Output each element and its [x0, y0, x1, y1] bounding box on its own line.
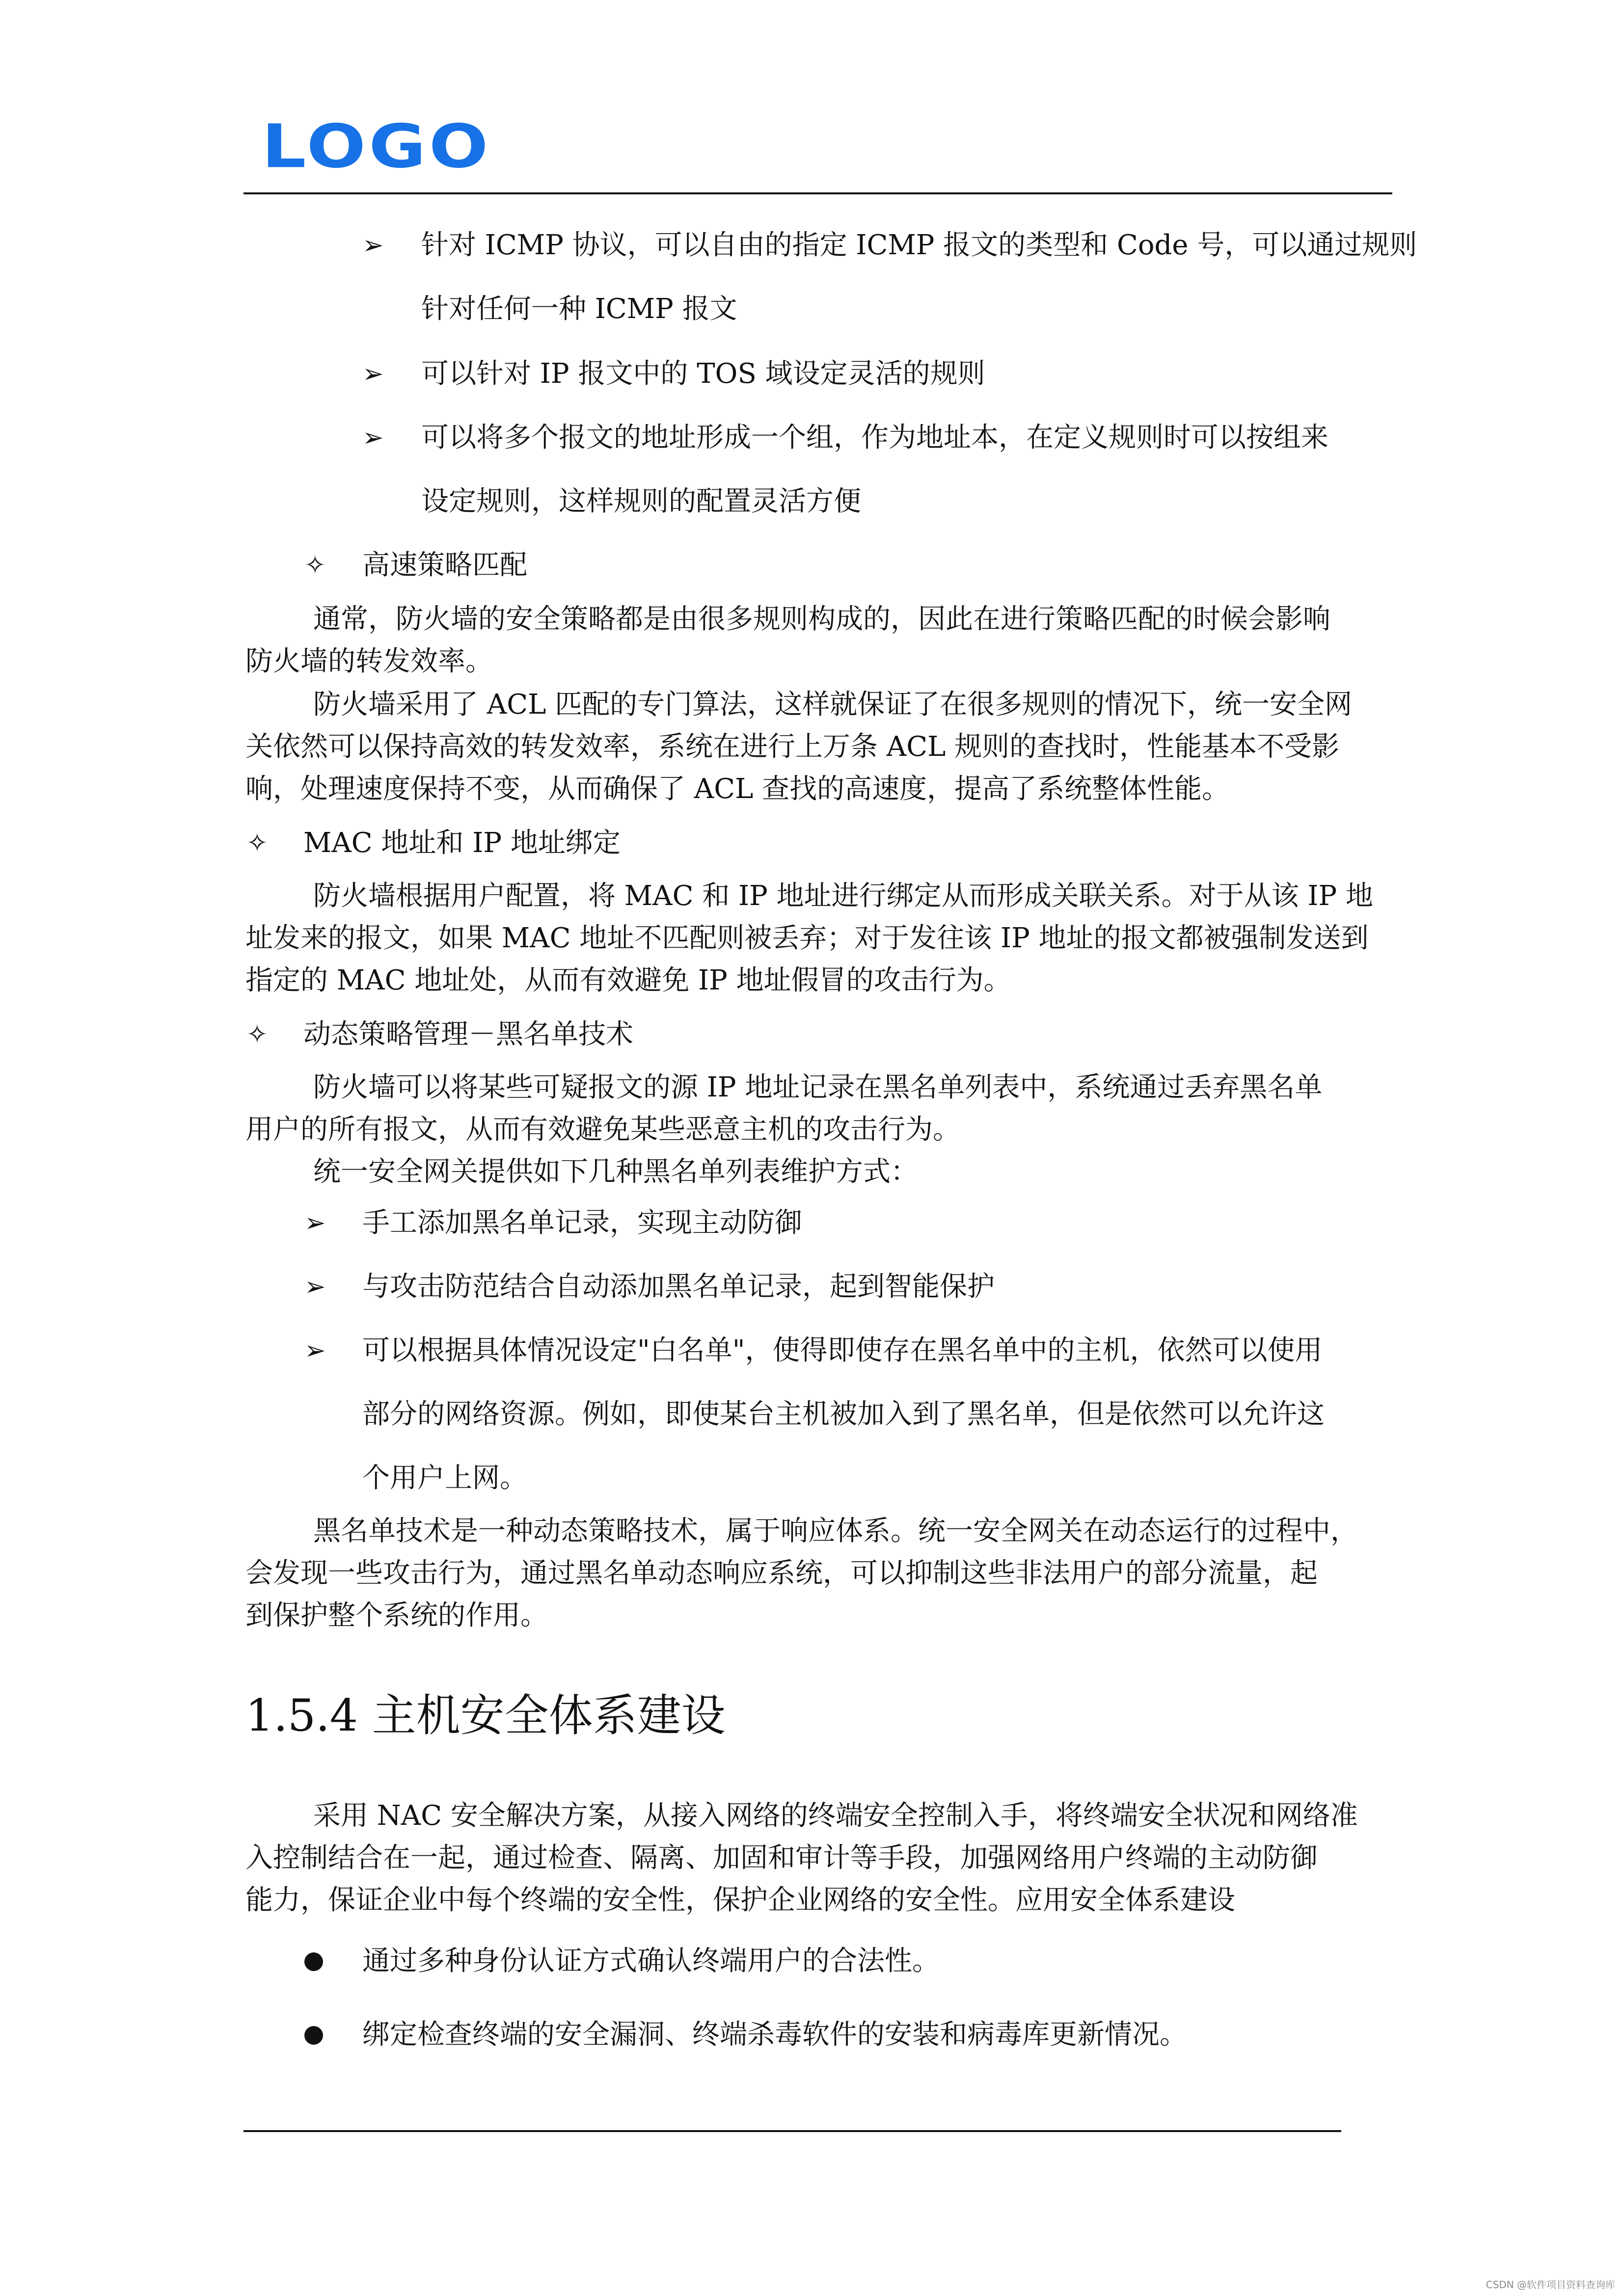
paragraph-line: 址发来的报文，如果 MAC 地址不匹配则被丢弃；对于发往该 IP 地址的报文都被强制发送到 — [245, 922, 1369, 954]
list-item-whitelist-line1: 可以根据具体情况设定"白名单"，使得即使存在黑名单中的主机，依然可以使用 — [362, 1335, 1323, 1366]
arrow-bullet-icon: ➢ — [362, 423, 384, 453]
paragraph-line: 到保护整个系统的作用。 — [245, 1600, 548, 1631]
paragraph-line: 用户的所有报文，从而有效避免某些恶意主机的攻击行为。 — [245, 1114, 960, 1146]
paragraph-line: 防火墙可以将某些可疑报文的源 IP 地址记录在黑名单列表中，系统通过丢弃黑名单 — [313, 1071, 1323, 1103]
list-item-auto-blacklist: 与攻击防范结合自动添加黑名单记录，起到智能保护 — [362, 1271, 995, 1303]
arrow-bullet-icon: ➢ — [362, 359, 384, 389]
subsection-title-mac-ip-binding: MAC 地址和 IP 地址绑定 — [303, 827, 621, 859]
diamond-bullet-icon: ✧ — [246, 828, 268, 858]
paragraph-line: 能力，保证企业中每个终端的安全性，保护企业网络的安全性。应用安全体系建设 — [245, 1884, 1235, 1916]
list-item-group-line2: 设定规则，这样规则的配置灵活方便 — [421, 485, 861, 517]
paragraph-line: 防火墙根据用户配置，将 MAC 和 IP 地址进行绑定从而形成关联关系。对于从该 IP 地 — [313, 880, 1374, 912]
paragraph-line: 会发现一些攻击行为，通过黑名单动态响应系统，可以抑制这些非法用户的部分流量，起 — [245, 1557, 1318, 1589]
arrow-bullet-icon: ➢ — [304, 1208, 326, 1238]
paragraph-line: 入控制结合在一起，通过检查、隔离、加固和审计等手段，加强网络用户终端的主动防御 — [245, 1842, 1318, 1874]
logo: LOGO — [262, 111, 491, 182]
arrow-bullet-icon: ➢ — [362, 231, 384, 260]
paragraph-line: 响，处理速度保持不变，从而确保了 ACL 查找的高速度，提高了系统整体性能。 — [245, 773, 1230, 805]
diamond-bullet-icon: ✧ — [304, 551, 326, 580]
section-heading: 1.5.4 主机安全体系建设 — [245, 1690, 726, 1741]
list-item-icmp-line2: 针对任何一种 ICMP 报文 — [421, 293, 737, 325]
paragraph-line: 通常，防火墙的安全策略都是由很多规则构成的，因此在进行策略匹配的时候会影响 — [313, 603, 1330, 635]
arrow-bullet-icon: ➢ — [304, 1272, 326, 1302]
paragraph-line: 采用 NAC 安全解决方案，从接入网络的终端安全控制入手，将终端安全状况和网络准 — [313, 1800, 1358, 1832]
paragraph-line: 指定的 MAC 地址处，从而有效避免 IP 地址假冒的攻击行为。 — [245, 964, 1011, 996]
paragraph-line: 防火墙的转发效率。 — [245, 645, 493, 677]
list-item-tos: 可以针对 IP 报文中的 TOS 域设定灵活的规则 — [421, 358, 985, 390]
header-rule — [244, 192, 1392, 194]
paragraph-line: 黑名单技术是一种动态策略技术，属于响应体系。统一安全网关在动态运行的过程中， — [313, 1515, 1358, 1547]
bullet-dot-icon — [304, 1952, 323, 1971]
list-item-endpoint-check: 绑定检查终端的安全漏洞、终端杀毒软件的安装和病毒库更新情况。 — [362, 2019, 1187, 2051]
diamond-bullet-icon: ✧ — [246, 1020, 268, 1049]
watermark: CSDN @软件项目资料查询库 — [1486, 2279, 1615, 2291]
bullet-dot-icon — [304, 2026, 323, 2045]
list-item-manual-blacklist: 手工添加黑名单记录，实现主动防御 — [362, 1207, 802, 1239]
arrow-bullet-icon: ➢ — [304, 1336, 326, 1365]
subsection-title-policy-matching: 高速策略匹配 — [362, 549, 527, 581]
list-item-group-line1: 可以将多个报文的地址形成一个组，作为地址本，在定义规则时可以按组来 — [421, 422, 1328, 454]
list-item-identity-auth: 通过多种身份认证方式确认终端用户的合法性。 — [362, 1945, 940, 1977]
subsection-title-blacklist: 动态策略管理－黑名单技术 — [303, 1018, 633, 1050]
paragraph-line: 统一安全网关提供如下几种黑名单列表维护方式： — [313, 1156, 918, 1188]
list-item-whitelist-line3: 个用户上网。 — [362, 1462, 527, 1494]
footer-rule — [244, 2130, 1341, 2132]
list-item-icmp-line1: 针对 ICMP 协议，可以自由的指定 ICMP 报文的类型和 Code 号，可以通过规则 — [421, 229, 1417, 261]
paragraph-line: 防火墙采用了 ACL 匹配的专门算法，这样就保证了在很多规则的情况下，统一安全网 — [313, 689, 1353, 721]
paragraph-line: 关依然可以保持高效的转发效率，系统在进行上万条 ACL 规则的查找时，性能基本不受影 — [245, 731, 1340, 763]
list-item-whitelist-line2: 部分的网络资源。例如，即使某台主机被加入到了黑名单，但是依然可以允许这 — [362, 1398, 1325, 1430]
